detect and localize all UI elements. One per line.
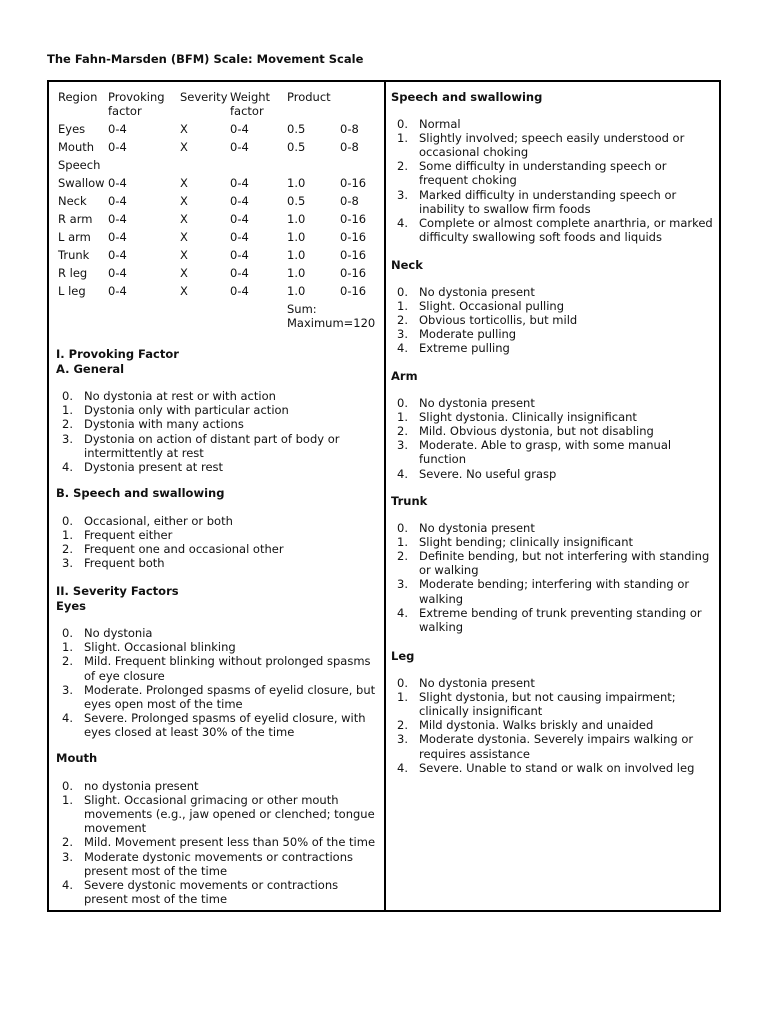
scale-text: No dystonia present <box>419 395 535 410</box>
scale-item <box>391 299 717 313</box>
table-cell: 0-8 <box>340 140 359 154</box>
scale-number: 2. <box>62 417 73 432</box>
table-cell: R arm <box>58 212 93 226</box>
scale-number: 1. <box>62 792 73 807</box>
scale-number: 1. <box>62 527 73 542</box>
table-cell: 0-4 <box>230 212 249 226</box>
scale-number: 2. <box>62 654 73 669</box>
table-cell: 0-4 <box>108 122 127 136</box>
scale-item <box>56 654 378 682</box>
scale-list <box>391 676 717 775</box>
scale-number: 2. <box>397 159 408 174</box>
scale-item <box>391 676 717 690</box>
table-cell: 0-8 <box>340 194 359 208</box>
table-cell: 0-4 <box>108 212 127 226</box>
table-header-cell: Product <box>287 90 331 104</box>
section-heading: Leg <box>391 649 415 663</box>
table-cell: 0-16 <box>340 248 367 262</box>
scale-text: Some difficulty in understanding speech or frequent choking <box>419 159 667 188</box>
scale-text: No dystonia present <box>419 520 535 535</box>
scale-item <box>391 535 717 549</box>
table-cell: X <box>180 248 188 262</box>
scale-number: 0. <box>62 389 73 403</box>
scale-item <box>56 793 378 836</box>
section-heading: B. Speech and swallowing <box>56 486 225 500</box>
table-cell: 0-4 <box>108 230 127 244</box>
right-section <box>391 649 717 775</box>
scale-item <box>56 514 378 528</box>
table-cell: X <box>180 212 188 226</box>
table-cell: 0-4 <box>108 266 127 280</box>
scale-text: Marked difficulty in understanding speech or inability to swallow firm foods <box>419 187 677 216</box>
scale-text: Moderate. Able to grasp, with some manual function <box>419 438 672 467</box>
scale-item <box>56 417 378 431</box>
scale-item <box>391 396 717 410</box>
scale-text: Occasional, either or both <box>84 513 233 528</box>
left-section <box>56 486 378 570</box>
scale-number: 3. <box>397 187 408 202</box>
table-cell: 0-4 <box>230 122 249 136</box>
scale-item <box>391 131 717 159</box>
page-title: The Fahn-Marsden (BFM) Scale: Movement Scale <box>47 52 364 66</box>
scale-number: 0. <box>397 284 408 299</box>
scale-item <box>391 313 717 327</box>
scale-number: 4. <box>397 760 408 775</box>
scale-item <box>391 117 717 131</box>
scale-item <box>56 460 378 474</box>
table-cell: L arm <box>58 230 91 244</box>
table-cell: 0-4 <box>230 140 249 154</box>
scale-item <box>391 761 717 775</box>
scale-list <box>391 521 717 635</box>
scale-item <box>56 779 378 793</box>
scale-number: 1. <box>62 640 73 655</box>
table-cell: 0-8 <box>340 122 359 136</box>
table-header-cell: Severity <box>180 90 228 104</box>
scale-number: 2. <box>62 541 73 556</box>
scale-number: 3. <box>62 849 73 864</box>
scale-text: Severe. Unable to stand or walk on involved leg <box>419 760 695 775</box>
table-cell: 0-16 <box>340 284 367 298</box>
scale-text: Extreme pulling <box>419 341 510 356</box>
scale-text: Frequent one and occasional other <box>84 541 284 556</box>
scale-item <box>56 683 378 711</box>
scale-text: Dystonia only with particular action <box>84 403 289 418</box>
scale-number: 0. <box>397 520 408 535</box>
scale-item <box>391 577 717 605</box>
scale-number: 0. <box>397 675 408 690</box>
table-cell: Neck <box>58 194 87 208</box>
scale-list <box>56 779 378 907</box>
scale-text: Frequent both <box>84 556 165 571</box>
scale-text: Mild. Frequent blinking without prolonged spasms of eye closure <box>84 654 371 683</box>
scale-number: 3. <box>62 556 73 571</box>
right-section <box>391 369 717 481</box>
scale-item <box>56 542 378 556</box>
left-section <box>56 584 378 740</box>
scale-item <box>391 188 717 216</box>
section-heading: Arm <box>391 369 418 383</box>
scale-text: Moderate pulling <box>419 327 517 342</box>
table-cell: Trunk <box>58 248 90 262</box>
scale-item <box>56 640 378 654</box>
scale-item <box>391 718 717 732</box>
scale-list <box>391 117 717 245</box>
scale-item <box>56 850 378 878</box>
scale-number: 3. <box>62 431 73 446</box>
scale-text: Moderate dystonia. Severely impairs walking or requires assistance <box>419 732 694 761</box>
table-cell: 0-4 <box>108 194 127 208</box>
scale-list <box>391 396 717 481</box>
table-cell: Eyes <box>58 122 86 136</box>
scale-item <box>56 432 378 460</box>
scale-text: No dystonia <box>84 626 153 640</box>
scale-number: 3. <box>397 327 408 342</box>
table-header-cell: Region <box>58 90 98 104</box>
table-cell: 1.0 <box>287 284 306 298</box>
section-heading: Trunk <box>391 494 428 508</box>
scale-item <box>56 403 378 417</box>
sum-value: Maximum=120 <box>287 316 376 330</box>
scale-item <box>56 556 378 570</box>
table-cell: 0.5 <box>287 140 306 154</box>
scale-number: 3. <box>397 732 408 747</box>
scale-text: Slight. Occasional pulling <box>419 298 565 313</box>
table-cell: 1.0 <box>287 266 306 280</box>
scale-text: Slight. Occasional grimacing or other mouth movements (e.g., jaw opened or clenched; tongue movement <box>84 792 375 836</box>
scale-list <box>391 285 717 356</box>
table-cell: 0.5 <box>287 122 306 136</box>
right-section <box>391 90 717 244</box>
table-cell: Mouth <box>58 140 95 154</box>
scale-item <box>391 216 717 244</box>
section-heading: Speech and swallowing <box>391 90 543 104</box>
scale-number: 1. <box>397 298 408 313</box>
scale-text: Obvious torticollis, but mild <box>419 312 578 327</box>
table-cell: 0-4 <box>108 284 127 298</box>
scale-item <box>391 690 717 718</box>
scale-item <box>391 606 717 634</box>
scale-number: 4. <box>397 466 408 481</box>
scale-text: Dystonia present at rest <box>84 460 224 475</box>
scale-number: 2. <box>397 548 408 563</box>
scale-item <box>391 424 717 438</box>
table-cell: 1.0 <box>287 248 306 262</box>
scale-item <box>391 549 717 577</box>
scale-text: Moderate. Prolonged spasms of eyelid closure, but eyes open most of the time <box>84 682 376 712</box>
scale-text: Dystonia with many actions <box>84 417 244 432</box>
section-subheading: Eyes <box>56 598 86 613</box>
scale-text: Mild. Obvious dystonia, but not disabling <box>419 423 654 438</box>
scale-number: 1. <box>397 130 408 145</box>
scale-item <box>391 410 717 424</box>
scale-text: Mild. Movement present less than 50% of the time <box>84 835 376 850</box>
scale-number: 2. <box>397 312 408 327</box>
scale-text: No dystonia present <box>419 675 535 690</box>
scale-text: Slightly involved; speech easily understood or occasional choking <box>419 130 685 159</box>
table-cell: 0-4 <box>108 140 127 154</box>
table-cell: Speech <box>58 158 101 172</box>
scale-text: No dystonia at rest or with action <box>84 389 276 403</box>
scale-text: Slight dystonia. Clinically insignificant <box>419 409 637 424</box>
scale-item <box>391 467 717 481</box>
table-cell: 1.0 <box>287 230 306 244</box>
scale-text: Extreme bending of trunk preventing standing or walking <box>419 605 702 634</box>
scale-number: 4. <box>397 341 408 356</box>
scale-number: 0. <box>62 778 73 793</box>
scale-number: 4. <box>62 460 73 475</box>
scale-item <box>391 438 717 466</box>
section-heading: Mouth <box>56 751 98 765</box>
table-cell: 0-4 <box>230 230 249 244</box>
scale-item <box>391 341 717 355</box>
table-cell: X <box>180 140 188 154</box>
scale-item <box>391 285 717 299</box>
scale-number: 3. <box>62 682 73 697</box>
table-cell: 0-4 <box>108 248 127 262</box>
scale-text: Severe dystonic movements or contractions present most of the time <box>84 877 339 907</box>
left-section <box>56 347 378 474</box>
scale-item <box>391 521 717 535</box>
scale-text: Slight dystonia, but not causing impairment; clinically insignificant <box>419 689 676 718</box>
scale-number: 0. <box>397 395 408 410</box>
table-cell: X <box>180 266 188 280</box>
section-heading: I. Provoking Factor <box>56 347 179 361</box>
table-header-cell: Provoking factor <box>108 90 165 118</box>
scale-item <box>391 327 717 341</box>
scale-text: Normal <box>419 116 461 131</box>
scale-number: 1. <box>397 409 408 424</box>
scale-text: Dystonia on action of distant part of body or intermittently at rest <box>84 431 340 460</box>
scale-item <box>391 159 717 187</box>
table-cell: 0-4 <box>230 284 249 298</box>
scale-number: 2. <box>397 423 408 438</box>
scale-number: 3. <box>397 577 408 592</box>
scale-number: 1. <box>397 689 408 704</box>
scale-number: 4. <box>62 877 73 892</box>
table-cell: L leg <box>58 284 86 298</box>
scale-number: 1. <box>397 534 408 549</box>
table-cell: X <box>180 284 188 298</box>
section-subheading: A. General <box>56 361 125 376</box>
scale-text: Slight bending; clinically insignificant <box>419 534 634 549</box>
table-cell: 0-4 <box>230 176 249 190</box>
table-cell: R leg <box>58 266 88 280</box>
scale-list <box>56 514 378 571</box>
table-cell: X <box>180 122 188 136</box>
scale-list <box>56 389 378 474</box>
scale-text: Moderate dystonic movements or contractions present most of the time <box>84 849 353 878</box>
scale-item <box>56 878 378 906</box>
scale-number: 0. <box>62 513 73 528</box>
scale-text: no dystonia present <box>84 778 199 793</box>
section-heading: Neck <box>391 258 423 272</box>
right-section <box>391 494 717 634</box>
scale-number: 2. <box>397 718 408 733</box>
table-cell: 0-16 <box>340 266 367 280</box>
scale-number: 1. <box>62 403 73 418</box>
scale-item <box>56 835 378 849</box>
right-section <box>391 258 717 356</box>
scale-text: Slight. Occasional blinking <box>84 640 236 655</box>
scale-number: 2. <box>62 835 73 850</box>
scale-item <box>56 711 378 739</box>
table-cell: 0-4 <box>230 266 249 280</box>
table-cell: 0-16 <box>340 230 367 244</box>
table-cell: 0-4 <box>108 176 127 190</box>
left-section <box>56 751 378 906</box>
table-cell: X <box>180 176 188 190</box>
scale-text: No dystonia present <box>419 284 535 299</box>
table-cell: 0-16 <box>340 212 367 226</box>
scale-item <box>391 732 717 760</box>
scale-text: Severe. Prolonged spasms of eyelid closure, with eyes closed at least 30% of the time <box>84 711 366 740</box>
scale-text: Complete or almost complete anarthria, or marked difficulty swallowing soft foods and liquids <box>419 215 713 245</box>
table-cell: X <box>180 194 188 208</box>
table-cell: 0-4 <box>230 248 249 262</box>
scale-number: 4. <box>62 711 73 726</box>
scale-frame <box>47 80 721 912</box>
scale-list <box>56 626 378 740</box>
scale-number: 0. <box>62 626 73 640</box>
scale-text: Severe. No useful grasp <box>419 466 557 481</box>
table-cell: 0.5 <box>287 194 306 208</box>
scale-item <box>56 528 378 542</box>
column-divider <box>384 82 386 910</box>
table-cell: 0-16 <box>340 176 367 190</box>
section-heading: II. Severity Factors <box>56 584 179 598</box>
table-cell: Swallow <box>58 176 105 190</box>
scale-text: Mild dystonia. Walks briskly and unaided <box>419 718 654 733</box>
sum-label: Sum: <box>287 302 317 316</box>
scale-text: Moderate bending; interfering with standing or walking <box>419 577 690 606</box>
scale-item <box>56 626 378 640</box>
scale-number: 4. <box>397 215 408 230</box>
table-cell: X <box>180 230 188 244</box>
scale-item <box>56 389 378 403</box>
scale-text: Definite bending, but not interfering with standing or walking <box>419 548 710 578</box>
table-cell: 1.0 <box>287 176 306 190</box>
table-cell: 0-4 <box>230 194 249 208</box>
scale-number: 4. <box>397 605 408 620</box>
scale-number: 3. <box>397 438 408 453</box>
table-cell: 1.0 <box>287 212 306 226</box>
scale-number: 0. <box>397 116 408 131</box>
table-header-cell: Weight factor <box>230 90 271 118</box>
scale-text: Frequent either <box>84 527 173 542</box>
